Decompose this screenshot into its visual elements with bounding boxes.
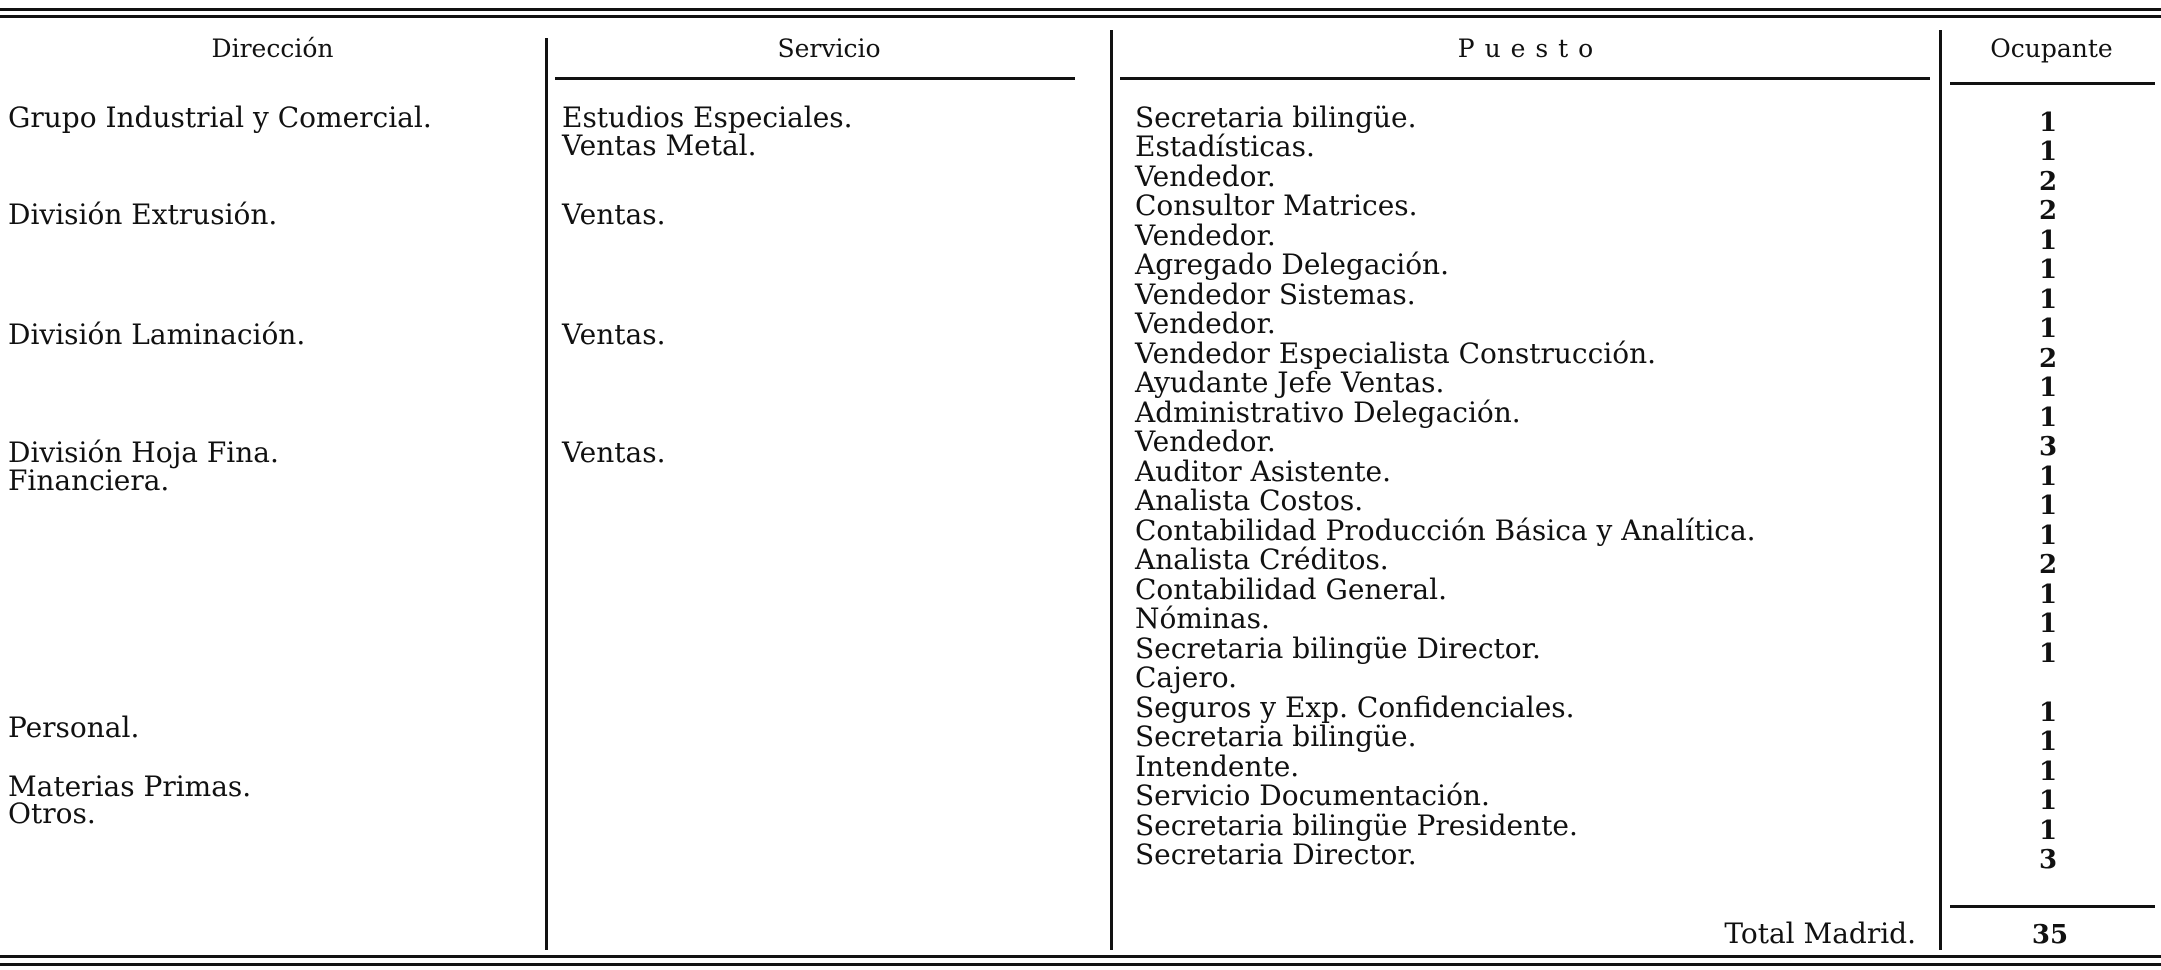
header-ocupante: Ocupante — [1990, 34, 2113, 63]
ocupante-cell: 3 — [2038, 845, 2058, 875]
ocupante-cell: 1 — [2038, 255, 2058, 285]
direccion-cell: División Extrusión. — [8, 198, 278, 231]
ocupante-cell: 1 — [2038, 373, 2058, 403]
column-divider-1 — [545, 38, 548, 950]
puesto-cell: Vendedor. — [1135, 307, 1276, 340]
ocupante-cell: 1 — [2038, 137, 2058, 167]
bottom-rule-2 — [0, 963, 2161, 966]
ocupante-cell: 2 — [2038, 344, 2058, 374]
column-divider-2 — [1110, 30, 1113, 950]
ocupante-cell: 1 — [2038, 226, 2058, 256]
ocupante-cell: 1 — [2038, 521, 2058, 551]
puesto-cell: Ayudante Jefe Ventas. — [1135, 366, 1445, 399]
direccion-cell: Financiera. — [8, 464, 170, 497]
puesto-cell: Auditor Asistente. — [1135, 455, 1392, 488]
total-value: 35 — [2031, 920, 2069, 950]
column-divider-3 — [1939, 30, 1942, 950]
ocupante-cell: 1 — [2038, 285, 2058, 315]
servicio-cell: Ventas. — [562, 198, 666, 231]
servicio-cell: Ventas Metal. — [562, 129, 757, 162]
puesto-cell: Vendedor Sistemas. — [1135, 278, 1416, 311]
header-direccion: Dirección — [211, 34, 334, 63]
puesto-cell: Vendedor. — [1135, 425, 1276, 458]
puesto-cell: Secretaria bilingüe Director. — [1135, 632, 1541, 665]
ocupante-cell: 1 — [2038, 609, 2058, 639]
direccion-cell: Otros. — [8, 797, 96, 830]
direccion-cell: División Hoja Fina. — [8, 436, 279, 469]
puesto-cell: Agregado Delegación. — [1135, 248, 1449, 281]
direccion-cell: Personal. — [8, 711, 140, 744]
servicio-cell: Ventas. — [562, 318, 666, 351]
ocupante-cell: 3 — [2038, 432, 2058, 462]
puesto-cell: Contabilidad Producción Básica y Analítica. — [1135, 514, 1756, 547]
puesto-cell: Administrativo Delegación. — [1135, 396, 1521, 429]
top-rule-2 — [0, 15, 2161, 18]
ocupante-cell: 1 — [2038, 757, 2058, 787]
total-rule — [1950, 905, 2155, 908]
top-rule-1 — [0, 8, 2161, 11]
puesto-cell: Intendente. — [1135, 750, 1300, 783]
servicio-cell: Ventas. — [562, 436, 666, 469]
bottom-rule-1 — [0, 955, 2161, 958]
puesto-cell: Vendedor Especialista Construcción. — [1135, 337, 1657, 370]
puesto-cell: Estadísticas. — [1135, 130, 1315, 163]
puesto-cell: Vendedor. — [1135, 219, 1276, 252]
puesto-cell: Consultor Matrices. — [1135, 189, 1418, 222]
ocupante-cell: 1 — [2038, 727, 2058, 757]
puesto-cell: Analista Costos. — [1135, 484, 1364, 517]
header-servicio: Servicio — [777, 34, 881, 63]
header-rule-puesto — [1120, 77, 1930, 80]
header-rule-servicio — [555, 77, 1075, 80]
puesto-cell: Servicio Documentación. — [1135, 779, 1490, 812]
total-label: Total Madrid. — [1724, 917, 1916, 950]
ocupante-cell: 1 — [2038, 786, 2058, 816]
header-rule-ocupante — [1950, 82, 2155, 85]
ocupante-cell: 2 — [2038, 167, 2058, 197]
ocupante-cell: 1 — [2038, 462, 2058, 492]
ocupante-cell: 1 — [2038, 639, 2058, 669]
puesto-cell: Secretaria Director. — [1135, 838, 1417, 871]
ocupante-cell: 1 — [2038, 816, 2058, 846]
puesto-cell: Contabilidad General. — [1135, 573, 1447, 606]
puesto-cell: Vendedor. — [1135, 160, 1276, 193]
puesto-cell: Nóminas. — [1135, 602, 1270, 635]
puesto-cell: Secretaria bilingüe. — [1135, 101, 1417, 134]
puesto-cell: Secretaria bilingüe Presidente. — [1135, 809, 1578, 842]
puesto-cell: Analista Créditos. — [1135, 543, 1389, 576]
direccion-cell: División Laminación. — [8, 318, 306, 351]
header-puesto: P u e s t o — [1457, 34, 1595, 63]
direccion-cell: Grupo Industrial y Comercial. — [8, 101, 432, 134]
ocupante-cell: 2 — [2038, 196, 2058, 226]
puesto-cell: Cajero. — [1135, 661, 1238, 694]
ocupante-cell: 1 — [2038, 403, 2058, 433]
ocupante-cell: 1 — [2038, 698, 2058, 728]
ocupante-cell: 1 — [2038, 108, 2058, 138]
puesto-cell: Secretaria bilingüe. — [1135, 720, 1417, 753]
direccion-cell: Materias Primas. — [8, 770, 252, 803]
ocupante-cell: 2 — [2038, 550, 2058, 580]
puesto-cell: Seguros y Exp. Confidenciales. — [1135, 691, 1575, 724]
servicio-cell: Estudios Especiales. — [562, 101, 853, 134]
ocupante-cell: 1 — [2038, 580, 2058, 610]
ocupante-cell: 1 — [2038, 314, 2058, 344]
ocupante-cell: 1 — [2038, 491, 2058, 521]
